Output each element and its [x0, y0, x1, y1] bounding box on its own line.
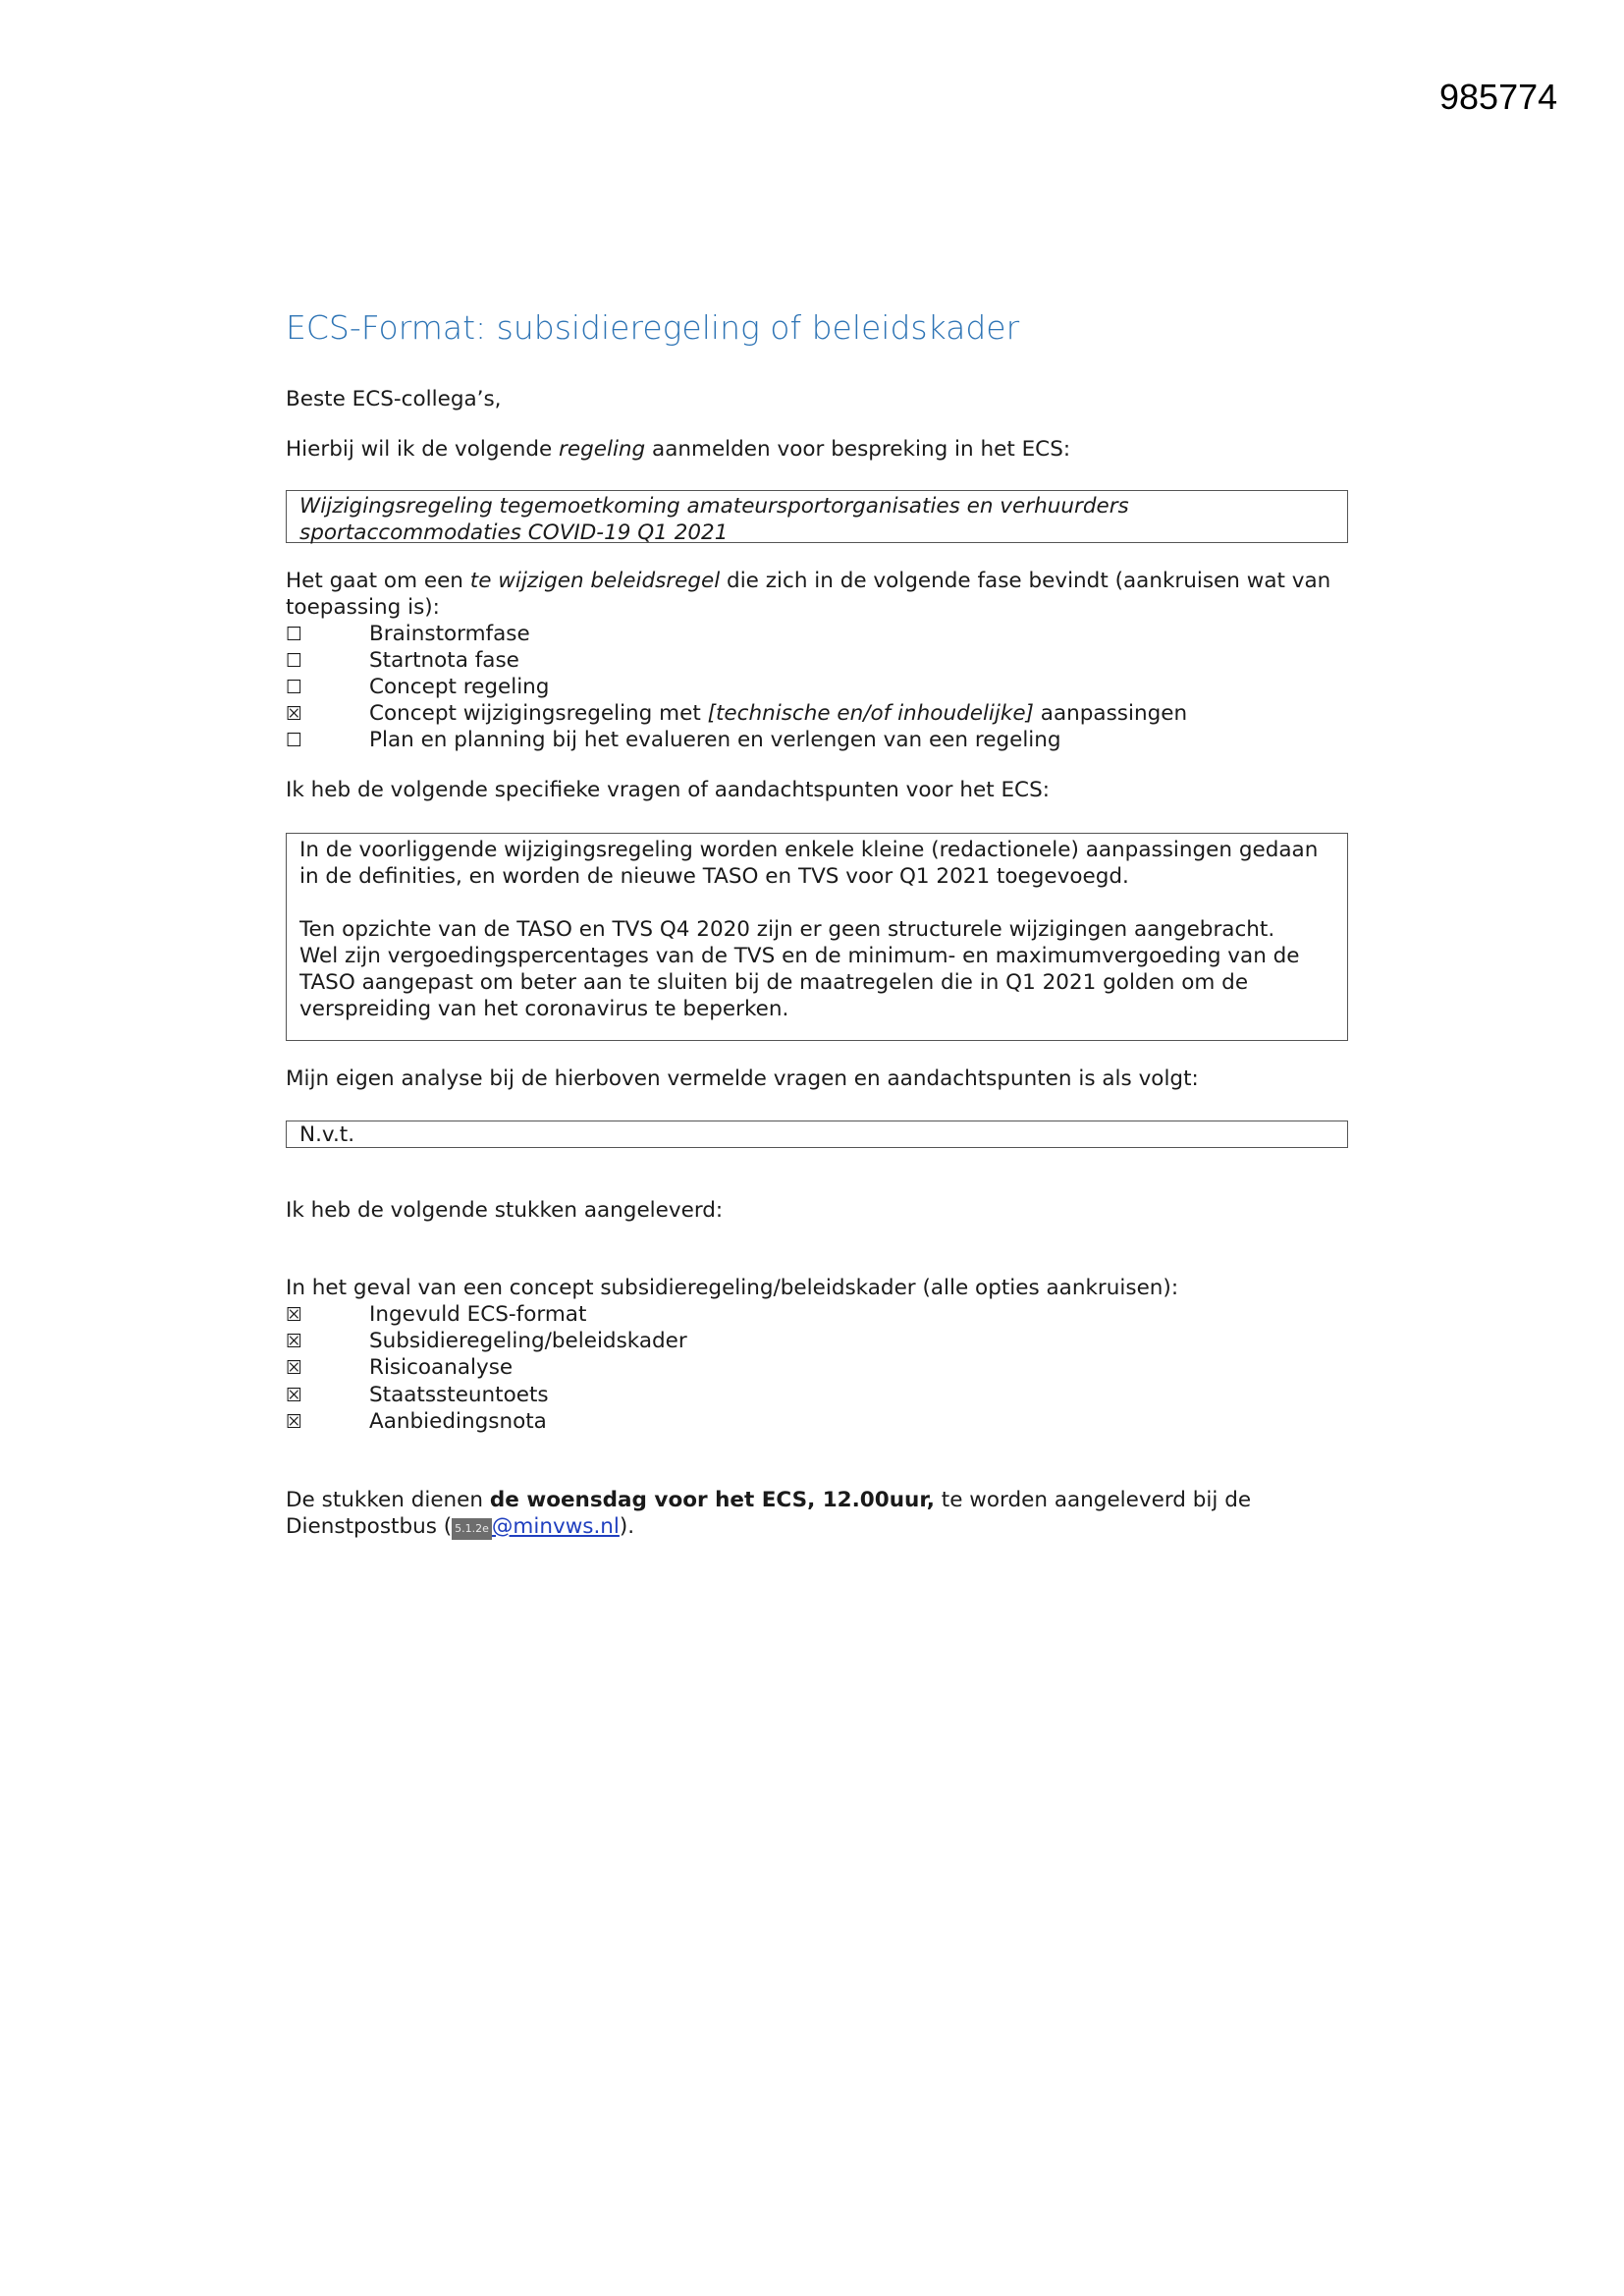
document-option-staatssteuntoets[interactable] — [286, 1382, 549, 1408]
phase-option-emphasis: [technische en/of inhoudelijke] — [707, 701, 1034, 726]
document-option-label: Staatssteuntoets — [369, 1383, 549, 1407]
checkbox-checked-icon[interactable]: ☒ — [286, 1385, 303, 1406]
intro-post: aanmelden voor bespreking in het ECS: — [645, 437, 1071, 462]
checkbox-checked-icon[interactable]: ☒ — [286, 703, 303, 725]
deadline-line2-post: ). — [619, 1514, 635, 1539]
checkbox-checked-icon[interactable]: ☒ — [286, 1357, 303, 1379]
phase-option-label: Concept wijzigingsregeling met — [369, 701, 708, 726]
checkbox-checked-icon[interactable]: ☒ — [286, 1411, 303, 1433]
document-option-label: Aanbiedingsnota — [369, 1409, 547, 1434]
deadline-line2-pre: Dienstpostbus ( — [286, 1514, 453, 1539]
questions-line: Wel zijn vergoedingspercentages van de TVS en de minimum- en maximumvergoeding van de — [299, 944, 1300, 968]
questions-line: TASO aangepast om beter aan te sluiten bij de maatregelen die in Q1 2021 golden om de — [299, 970, 1249, 995]
email-link[interactable]: @minvws.nl — [491, 1514, 620, 1539]
redaction-mark: 5.1.2e — [452, 1518, 492, 1540]
analysis-box: N.v.t. — [286, 1121, 1348, 1148]
phase-option-brainstorm[interactable] — [286, 621, 530, 647]
deadline-pre: De stukken dienen — [286, 1488, 490, 1512]
checkbox-unchecked-icon[interactable]: ☐ — [286, 730, 303, 751]
document-option-label: Ingevuld ECS-format — [369, 1302, 587, 1327]
deadline-text — [286, 1487, 1251, 1540]
deadline-bold: de woensdag voor het ECS, 12.00uur, — [489, 1488, 935, 1512]
document-option-label: Subsidieregeling/beleidskader — [369, 1329, 687, 1353]
questions-paragraph-2 — [299, 916, 1334, 1022]
phase-option-post: aanpassingen — [1033, 701, 1188, 726]
deadline-post: te worden aangeleverd bij de — [934, 1488, 1252, 1512]
checkbox-unchecked-icon[interactable]: ☐ — [286, 677, 303, 698]
intro-emphasis: regeling — [559, 437, 646, 462]
questions-line: verspreiding van het coronavirus te beperken. — [299, 997, 789, 1021]
document-number: 985774 — [1439, 77, 1558, 117]
phase-option-startnota[interactable] — [286, 647, 519, 674]
analysis-intro: Mijn eigen analyse bij de hierboven vermelde vragen en aandachtspunten is als volgt: — [286, 1066, 1199, 1091]
regeling-name-box — [286, 490, 1348, 543]
page-title: ECS-Format: subsidieregeling of beleidskader — [286, 308, 1020, 347]
checkbox-checked-icon[interactable]: ☒ — [286, 1304, 303, 1326]
questions-line: In de voorliggende wijzigingsregeling worden enkele kleine (redactionele) aanpassingen gedaan — [299, 838, 1319, 862]
document-option-aanbiedingsnota[interactable] — [286, 1408, 547, 1435]
checkbox-unchecked-icon[interactable]: ☐ — [286, 650, 303, 672]
checkbox-checked-icon[interactable]: ☒ — [286, 1331, 303, 1352]
phase-option-label: Plan en planning bij het evalueren en verlengen van een regeling — [369, 728, 1061, 752]
concept-intro: In het geval van een concept subsidieregeling/beleidskader (alle opties aankruisen): — [286, 1276, 1179, 1300]
delivered-intro: Ik heb de volgende stukken aangeleverd: — [286, 1198, 724, 1223]
phase-option-label: Concept regeling — [369, 675, 550, 699]
phase-intro-emphasis: te wijzigen beleidsregel — [469, 569, 721, 593]
questions-box — [286, 833, 1348, 1041]
phase-option-label: Brainstormfase — [369, 622, 530, 646]
document-option-risicoanalyse[interactable] — [286, 1354, 513, 1381]
phase-intro-pre: Het gaat om een — [286, 569, 470, 593]
document-option-ecs-format[interactable] — [286, 1301, 586, 1328]
intro-pre: Hierbij wil ik de volgende — [286, 437, 560, 462]
regeling-name-line1: Wijzigingsregeling tegemoetkoming amateursportorganisaties en verhuurders — [299, 494, 1129, 519]
phase-intro-post: die zich in de volgende fase bevindt (aankruisen wat van — [720, 569, 1331, 593]
document-option-label: Risicoanalyse — [369, 1355, 514, 1380]
phase-option-concept-regeling[interactable] — [286, 674, 549, 700]
questions-intro: Ik heb de volgende specifieke vragen of aandachtspunten voor het ECS: — [286, 778, 1050, 802]
phase-intro — [286, 568, 1330, 621]
phase-option-concept-wijziging[interactable] — [286, 700, 1187, 727]
intro-line — [286, 436, 1070, 463]
questions-paragraph-1 — [299, 837, 1334, 890]
document-option-subsidieregeling[interactable] — [286, 1328, 687, 1354]
checkbox-unchecked-icon[interactable]: ☐ — [286, 624, 303, 645]
greeting: Beste ECS-collega’s, — [286, 387, 502, 411]
phase-option-label: Startnota fase — [369, 648, 519, 673]
phase-intro-line2: toepassing is): — [286, 595, 440, 620]
questions-line: Ten opzichte van de TASO en TVS Q4 2020 zijn er geen structurele wijzigingen aangebracht. — [299, 917, 1275, 942]
regeling-name-line2: sportaccommodaties COVID-19 Q1 2021 — [299, 520, 729, 545]
questions-line: in de definities, en worden de nieuwe TASO en TVS voor Q1 2021 toegevoegd. — [299, 864, 1129, 889]
phase-option-evaluatie[interactable] — [286, 727, 1061, 753]
